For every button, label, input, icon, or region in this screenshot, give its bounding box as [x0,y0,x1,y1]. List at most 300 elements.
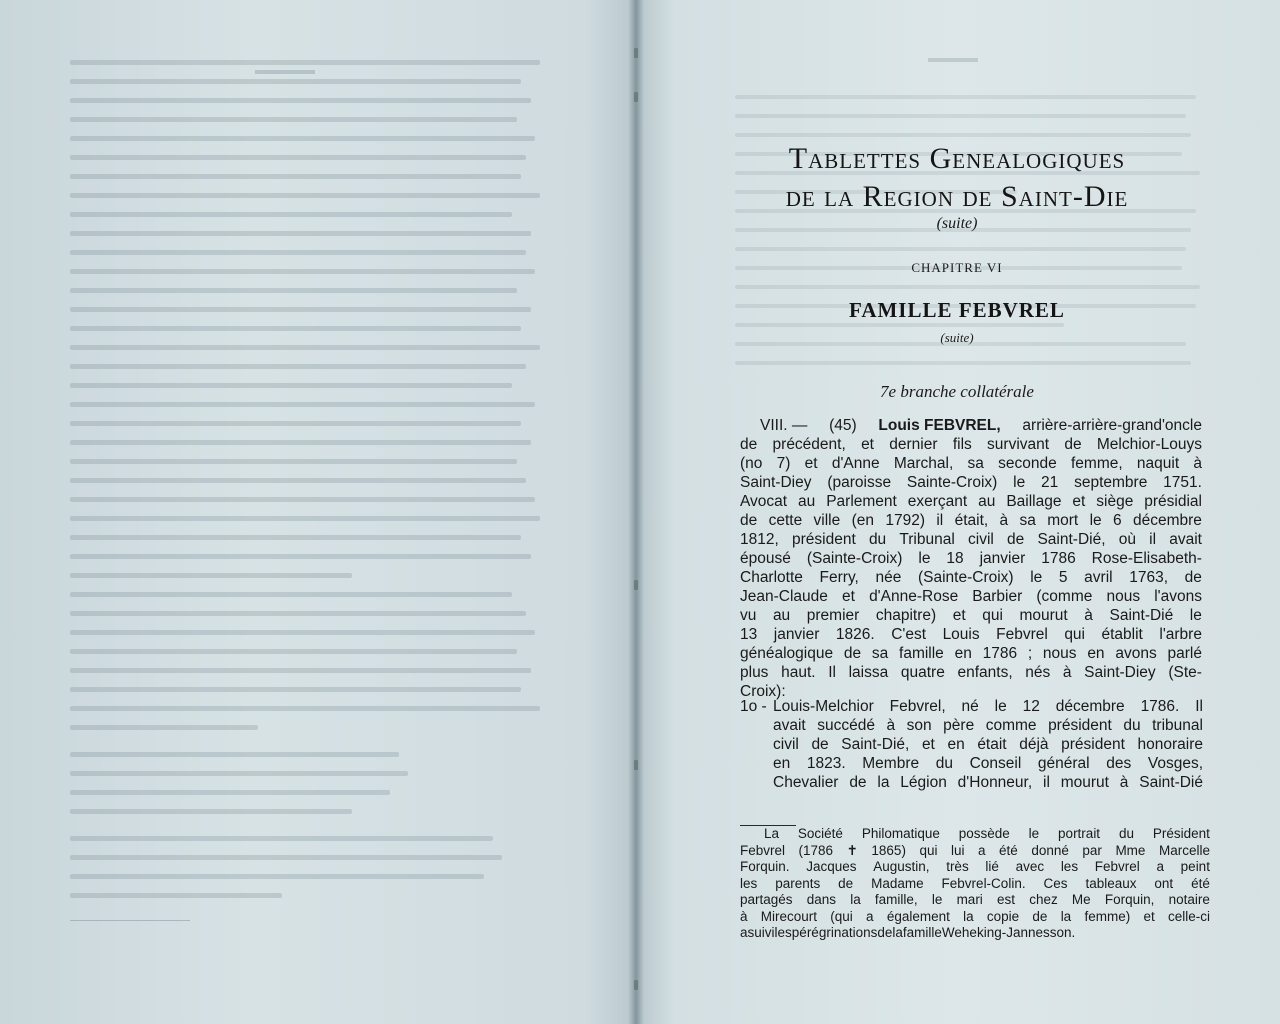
bleed-line [70,668,531,673]
word: 1792) [885,512,925,529]
word: décembre [1055,698,1125,715]
bleed-line [735,285,1200,289]
word: mourut [1019,607,1068,624]
bleed-line [70,269,535,274]
word: notaire [1168,892,1210,907]
word: janvier [979,550,1026,567]
paragraph-line [740,549,1202,568]
word: (Sainte-Croix) [917,569,1014,586]
word: le [1013,474,1026,491]
word: parents [775,875,821,891]
word: tribunal [1152,717,1203,734]
word: Marchal, [893,455,954,472]
word: Louis [942,626,980,643]
word: qui [919,842,938,858]
bleed-line [70,402,535,407]
word: au [978,493,996,510]
word: établit [1101,626,1143,643]
word: à [886,717,896,734]
word: et [1072,493,1086,510]
word: le [931,892,943,907]
word: du [868,531,887,548]
word: Madame [871,875,924,891]
word: Forquin. [740,859,790,874]
word: général [1037,755,1090,772]
word: présidial [1144,493,1202,510]
word: ✝ [846,842,858,858]
bleed-line [70,687,521,692]
bleed-line [70,307,531,312]
bleed-line [70,516,540,521]
paragraph-line [740,530,1202,549]
bleed-line [70,440,531,445]
word: succédé [817,717,875,734]
word: comme [985,717,1037,734]
bleed-line [70,535,521,540]
word: avril [1084,569,1113,586]
list-item-body [773,697,1203,792]
word: Ces [1043,875,1068,891]
left-page [0,0,636,1024]
bleed-line [70,725,258,730]
title-suite: (suite) [936,215,978,232]
bleed-line [70,250,526,255]
word: (paroisse [827,474,892,491]
word: Barbier [972,588,1023,605]
word: septembre [1074,474,1148,491]
word: où [1118,531,1136,548]
word: a [978,842,986,858]
bleed-line [70,592,512,597]
word: a [866,908,874,924]
bleed-line [70,706,540,711]
word: précédent, [772,436,846,453]
word: (en [851,512,874,529]
bleed-line [735,133,1191,137]
word: siège [1096,493,1134,510]
word: également [886,908,950,924]
word: Philomatique [861,826,940,841]
bleed-line [70,364,526,369]
word: la [1060,908,1072,924]
binding-stitch [634,980,638,990]
word: 1786. [1140,698,1180,715]
word: laissa [848,664,889,681]
word: Il [828,664,836,681]
word: Il [1195,698,1203,715]
word: mari [956,892,983,907]
word: 1865) [871,842,906,858]
binding-stitch [634,92,638,102]
bleed-line [70,573,352,578]
bleed-line [70,459,517,464]
bleed-line [70,383,512,388]
word: été [1191,875,1210,891]
word: Avocat [740,493,788,510]
word: le [1028,826,1040,841]
word: des [1106,755,1132,772]
word: et [804,455,818,472]
footnote-line [740,925,1210,942]
word: de [838,875,854,891]
word: Melchior-Louys [1096,436,1202,453]
paragraph-line [740,435,1202,454]
word: Febvrel [740,842,786,858]
word: Membre [862,755,920,772]
word: le [918,550,931,567]
word: haut. [781,664,816,681]
word: nés [1025,664,1051,681]
word: fils [952,436,972,453]
word: partagés [740,892,793,907]
word: sa [1019,512,1036,529]
paragraph-line [740,625,1202,644]
word: de [849,774,867,791]
word: le [1089,512,1102,529]
word: la [850,892,861,907]
word: civil [968,531,994,548]
word: Saint-Dié [1109,607,1174,624]
title-line-2: de la Region de Saint-Die [785,180,1129,213]
word: exerçant [907,493,968,510]
word: président [1048,717,1112,734]
word: de [740,512,758,529]
word: honoraire [1137,736,1203,753]
word: été [999,842,1018,858]
word: l'arbre [1159,626,1202,643]
word: famille [899,645,944,662]
word: quatre [900,664,945,681]
word: janvier [773,626,820,643]
word: à [740,908,748,924]
word: il [936,512,944,529]
word: les [1060,859,1079,874]
word: lui [950,842,965,858]
word: en [954,645,972,662]
word: donné [1031,842,1069,858]
paragraph-line [740,454,1202,473]
bleed-line [70,809,352,814]
entry-paragraph [740,416,1202,701]
word: Febvrel [1094,859,1140,874]
word: l'avons [1154,588,1202,605]
word: 1763, [1129,569,1169,586]
word: suivi [747,925,775,940]
word: né [961,698,979,715]
word: 13 [740,626,758,643]
right-page-header-bleed [928,58,978,62]
word: la [877,774,890,791]
word: du [1118,826,1134,841]
word: la [892,925,903,940]
word: a [1156,859,1164,874]
branch-heading: 7e branche collatérale [880,382,1034,401]
word: très [946,859,969,874]
word: est [997,892,1016,907]
bleed-line [70,288,517,293]
word: survivant [987,436,1050,453]
word: au [798,493,816,510]
word: parlé [1167,645,1202,662]
word: (Sainte-Croix) [806,550,903,567]
bleed-line [70,478,526,483]
word: Tribunal [899,531,955,548]
entry-numeral: VIII. — [760,417,808,434]
word: nous [1106,588,1141,605]
word: 21 [1041,474,1059,491]
word: d'Honneur, [957,774,1033,791]
word: la [963,908,974,924]
paragraph-line [740,663,1202,682]
word: mourut [1060,774,1109,791]
bleed-line [70,79,521,84]
word: les [774,925,792,940]
word: président [791,531,856,548]
bleed-line [70,497,535,502]
word: du [935,755,953,772]
word: 1826. [835,626,875,643]
word: à [1119,774,1129,791]
list-item-line [773,716,1203,735]
word: en [947,736,965,753]
word: portrait [1058,826,1101,841]
word: famille [902,925,942,940]
word: qui [982,607,1003,624]
paragraph-line [740,416,1202,435]
word: de [1007,531,1025,548]
word: avons [1115,645,1157,662]
bleed-line [70,630,535,635]
word: en [773,755,791,772]
word: de [1064,436,1082,453]
word: ville [813,512,841,529]
footnote-line [740,876,1210,893]
bleed-line [70,212,512,217]
word: née [875,569,902,586]
word: était [977,736,1007,753]
footnote [740,826,1210,942]
word: 12 [1022,698,1040,715]
word: Weheking-Jannesson. [941,925,1076,940]
word: Rose-Elisabeth- [1091,550,1202,567]
paragraph-line [740,473,1202,492]
paragraph-line [740,606,1202,625]
word: La [764,826,780,841]
word: à [999,512,1009,529]
word: Augustin, [873,859,930,874]
bleed-line [735,247,1186,251]
word: de [1184,569,1202,586]
bleed-line [70,649,517,654]
word: tableaux [1085,875,1137,891]
word: le [994,698,1007,715]
word: Marcelle [1158,842,1210,858]
word: de [877,925,893,940]
word: (1786 [798,842,834,858]
bleed-line [70,345,540,350]
word: d'Anne [831,455,880,472]
word: Saint-Dié, [1037,531,1106,548]
word: possède [958,826,1010,841]
word: ; [1027,645,1033,662]
word: lié [985,859,999,874]
paragraph-line [740,568,1202,587]
page-title [757,140,1157,216]
footnote-line [740,843,1210,860]
bleed-line [70,174,521,179]
word: chapitre) [875,607,937,624]
word: Saint-Dié, [841,736,910,753]
word: Forquin, [1104,892,1155,907]
list-item-line [773,773,1203,792]
word: et [921,736,935,753]
word: Sainte-Croix) [906,474,998,491]
word: femme) [1084,908,1131,924]
footnote-line [740,892,1210,909]
word: 1812, [740,531,779,548]
word: le [1030,569,1043,586]
word: du [1123,717,1141,734]
word: Légion [900,774,947,791]
entry-ref: (45) [829,417,857,434]
bleed-line [70,855,502,860]
word: Saint-Dié [1139,774,1203,791]
word: 18 [946,550,964,567]
bleed-line [70,874,484,879]
word: Vosges, [1147,755,1203,772]
word: de [811,736,829,753]
word: dernier [889,436,938,453]
word: seconde [998,455,1057,472]
word: 1786 [982,645,1018,662]
entry-name: Louis FEBVREL, [878,417,1001,434]
word: (Ste- [1168,664,1202,681]
word: plus [740,664,769,681]
bleed-line [70,60,540,65]
word: celle-ci [1167,908,1210,924]
list-item-line [773,697,1203,716]
word: en [1087,645,1105,662]
word: déjà [1019,736,1049,753]
word: Me [1071,892,1091,907]
bleed-line [735,361,1191,365]
word: Président [1152,826,1210,841]
word: famille, [874,892,918,907]
word: était, [954,512,989,529]
bleed-line [735,114,1186,118]
bleed-line [70,155,526,160]
bleed-line [70,193,540,198]
family-suite: (suite) [940,330,974,345]
word: a [740,925,748,940]
word: Mme [1115,842,1146,858]
word: Febvrel, [889,698,946,715]
list-item-line [773,735,1203,754]
word: Saint-Diey [740,474,812,491]
bleed-line [70,136,535,141]
book-gutter [628,0,644,1024]
footnote-line [740,909,1210,926]
paragraph-line-text: arrière-arrière-grand'oncle [1022,417,1202,434]
word: Febvrel-Colin. [941,875,1026,891]
word: il [1149,531,1157,548]
word: premier [806,607,860,624]
word: pérégrinations [791,925,878,940]
bleed-line [70,98,531,103]
bleed-line [70,611,526,616]
word: il [1043,774,1050,791]
word: père [943,717,975,734]
word: (qui [830,908,853,924]
word: nous [1042,645,1077,662]
bleed-line [70,836,493,841]
bleed-line [735,95,1196,99]
word: mort [1047,512,1079,529]
word: dans [806,892,837,907]
word: 1751. [1163,474,1202,491]
word: copie [986,908,1020,924]
word: 1786 [1041,550,1076,567]
bleed-line [70,893,282,898]
bleed-line [70,554,531,559]
word: de [843,645,862,662]
paragraph-line [740,644,1202,663]
word: Jacques [806,859,857,874]
word: femme, [1070,455,1123,472]
word: C'est [891,626,927,643]
word: et [1143,908,1155,924]
word: ont [1154,875,1174,891]
word: président [1061,736,1125,753]
word: Jean-Claude [740,588,828,605]
word: enfants, [957,664,1013,681]
word: son [906,717,932,734]
word: Baillage [1006,493,1062,510]
word: peint [1180,859,1210,874]
word: de [1032,908,1048,924]
word: Parlement [826,493,897,510]
word: Croix) [740,683,782,700]
word: et [952,607,966,624]
word: qui [1064,626,1085,643]
word: 1823. [806,755,846,772]
word: à [1062,664,1072,681]
word: 5 [1058,569,1068,586]
word: le [1189,607,1202,624]
bleed-line [70,752,399,757]
word: 7) [776,455,791,472]
bleed-line [70,790,390,795]
word: de [740,436,758,453]
word: 6 [1112,512,1122,529]
title-line-1: Tablettes Genealogiques [788,142,1126,175]
word: Chevalier [773,774,839,791]
paragraph-line [740,492,1202,511]
word: sa [967,455,984,472]
list-item-number: 1o - [740,698,767,715]
family-heading: FAMILLE FEBVREL [849,298,1065,322]
word: Mirecourt [760,908,818,924]
word: sa [871,645,889,662]
word: et [842,588,855,605]
word: chez [1029,892,1058,907]
word: Febvrel [996,626,1048,643]
binding-stitch [634,760,638,770]
footnote-line [740,859,1210,876]
word: avait [773,717,806,734]
word: avait [1169,531,1202,548]
binding-stitch [634,580,638,590]
